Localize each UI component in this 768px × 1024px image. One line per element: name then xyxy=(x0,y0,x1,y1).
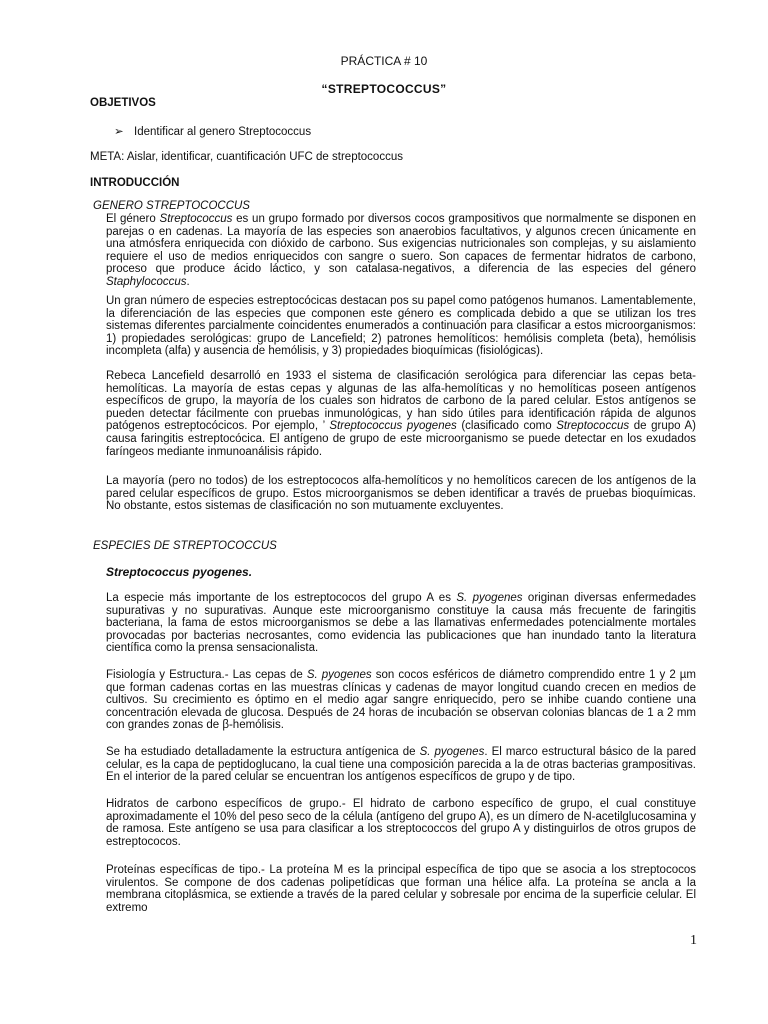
paragraph-physiology: Fisiología y Estructura.- Las cepas de S. pyogenes son cocos esféricos de diámetro comprendido entre 1 y 2 µm que forman cadenas cortas en las muestras clínicas y cadenas de mayor longitud cuando crecen en medios de cultivos. Su crecimiento es óptimo en el medio agar sangre enriquecido, pero se inhibe cuando contiene una concentración elevada de glucosa. Después de 24 horas de incubación se observan colonias blancas de 1 a 2 mm con grandes zonas de β-hemólisis. xyxy=(106,669,696,732)
genus-subheading: GENERO STREPTOCOCCUS xyxy=(93,200,250,212)
species-name: Streptococcus pyogenes. xyxy=(106,565,253,579)
objective-item xyxy=(114,124,311,138)
objective-text: Identificar al genero Streptococcus xyxy=(134,126,312,138)
page-number: 1 xyxy=(690,933,697,948)
paragraph-group-a: La especie más importante de los estreptococos del grupo A es S. pyogenes originan diversas enfermedades supurativas y no supurativas. Aunque este microorganismo constituye la causa más frecuente de faringitis bacteriana, la fama de estos microorganismos se debe a las llamativas enfermedades potencialmente mortales provocadas por bacterias necrosantes, como evidencia las publicaciones que han inundado tanto la literatura científica como la prensa sensacionalista. xyxy=(106,592,696,655)
paragraph-carbohydrates: Hidratos de carbono específicos de grupo.- El hidrato de carbono específico de grupo, el cual constituye aproximadamente el 10% del peso seco de la célula (antígeno del grupo A), es un dímero de N-acetilglucosamina y de ramosa. Este antígeno se usa para clasificar a los streptococcos del grupo A y distinguirlos de otros grupos de estreptococos. xyxy=(106,798,696,848)
practice-number: PRÁCTICA # 10 xyxy=(340,54,428,68)
introduction-heading: INTRODUCCIÓN xyxy=(90,177,180,189)
objectives-heading: OBJETIVOS xyxy=(90,97,156,109)
meta-line: META: Aislar, identificar, cuantificación UFC de streptococcus xyxy=(90,151,403,163)
document-title: “STREPTOCOCCUS” xyxy=(321,82,447,96)
paragraph-antigenic-structure: Se ha estudiado detalladamente la estructura antígenica de S. pyogenes. El marco estructural básico de la pared celular, es la capa de peptidoglucano, la cual tiene una composición parecida a la de otras bacterias grampositivas. En el interior de la pared celular se encuentran los antígenos específicos de grupo y de tipo. xyxy=(106,746,697,784)
paragraph-alpha-hemolytic: La mayoría (pero no todos) de los estreptococos alfa-hemolíticos y no hemolíticos carecen de los antígenos de la pared celular específicos de grupo. Estos microorganismos se deben identificar a través de pruebas bioquímicas. No obstante, estos sistemas de clasificación no son mutuamente excluyentes. xyxy=(106,475,696,513)
paragraph-lancefield: Rebeca Lancefield desarrolló en 1933 el sistema de clasificación serológica para diferenciar las cepas beta-hemolíticas. La mayoría de estas cepas y algunas de las alfa-hemolíticas y no hemolíticas poseen antígenos específicos de grupo, la mayoría de los cuales son hidratos de carbono de la pared celular. Estos antígenos se pueden detectar fácilmente con pruebas inmunológicas, y han sido útiles para identificación rápida de algunos patógenos estreptocócicos. Por ejemplo, ’ Streptococcus pyogenes (clasificado como Streptococcus de grupo A) causa faringitis estreptocócica. El antígeno de grupo de este microorganismo se puede detectar en los exudados faríngeos mediante inmunoanálisis rápido. xyxy=(106,370,696,458)
paragraph-proteins: Proteínas específicas de tipo.- La proteína M es la principal específica de tipo que se asocia a los streptococos virulentos. Se compone de dos cadenas polipetídicas que forman una hélice alfa. La proteína se ancla a la membrana citoplásmica, se extiende a través de la pared celular y sobresale por encima de la superficie celular. El extremo xyxy=(106,864,696,914)
paragraph-classification: Un gran número de especies estreptocócicas destacan pos su papel como patógenos humanos. Lamentablemente, la diferenciación de las especies que componen este género es complicada debido a que se utilizan los tres sistemas diferentes parcialmente coincidentes enumerados a continuación para clasificar a estos microorganismos: 1) propiedades serológicas: grupo de Lancefield; 2) patrones hemolíticos: hemólisis completa (beta), hemólisis incompleta (alfa) y ausencia de hemólisis, y 3) propiedades bioquímicas (fisiológicas). xyxy=(106,295,696,358)
paragraph-genus: El género Streptococcus es un grupo formado por diversos cocos grampositivos que normalmente se disponen en parejas o en cadenas. La mayoría de las especies son anaerobios facultativos, y algunos crecen únicamente en una atmósfera enriquecida con dióxido de carbono. Sus exigencias nutricionales son complejas, y su aislamiento requiere el uso de medios enriquecidos con sangre o suero. Son capaces de fermentar hidratos de carbono, proceso que produce ácido láctico, y son catalasa-negativos, a diferencia de las especies del género Staphylococcus. xyxy=(106,213,696,288)
species-subheading: ESPECIES DE STREPTOCOCCUS xyxy=(93,540,277,552)
arrow-bullet-icon: ➢ xyxy=(114,126,124,138)
